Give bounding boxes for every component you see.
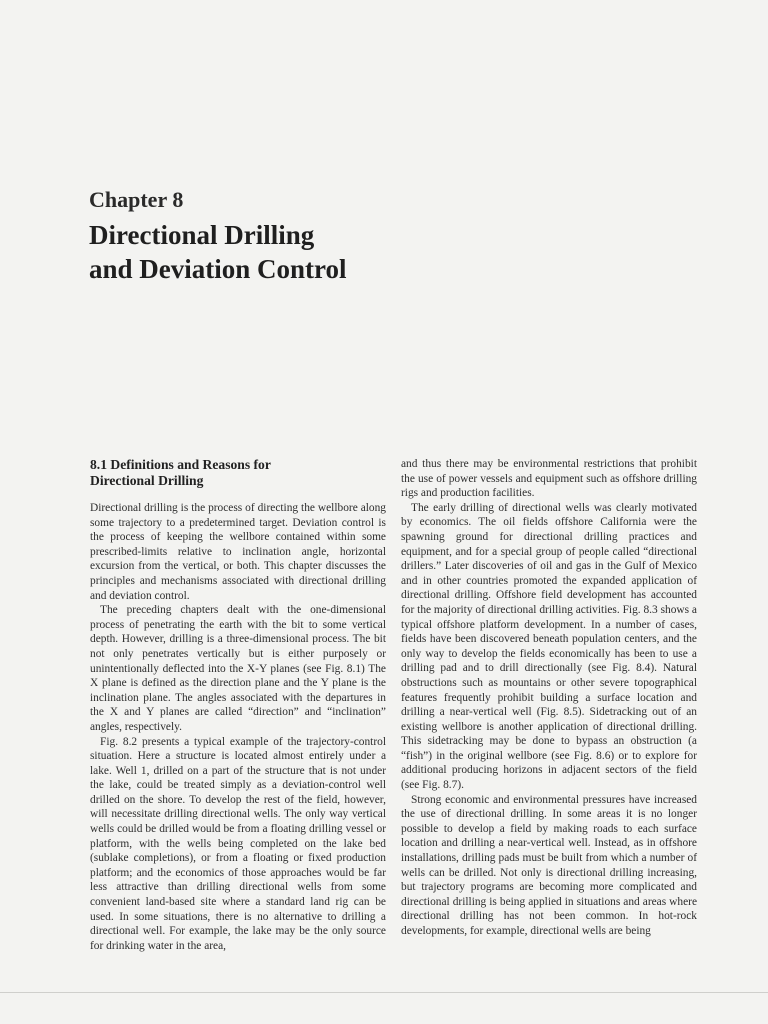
paragraph: Fig. 8.2 presents a typical example of the trajectory-control situation. Here a structure is located almost entirely under a lake. Well 1, drilled on a part of the structure that is not under the lake, could be treated simply as a deviation-control well drilled on the shore. To develop the rest of the field, however, will necessitate drilling directional wells. The only way vertical wells could be drilled would be from a floating drilling vessel or platform, with the wells being completed on the lake bed (sublake completions), or from a floating or fixed production platform; and the economics of those approaches would be far less attractive than drilling directional wells from some convenient land-based site where a standard land rig can be used. In some situations, there is no alternative to drilling a directional well. For example, the lake may be the only source for drinking water in the area,	[90, 735, 386, 952]
chapter-label: Chapter 8	[89, 187, 184, 212]
paragraph: and thus there may be environmental restrictions that prohibit the use of power vessels and equipment such as offshore drilling rigs and production facilities.	[401, 458, 697, 500]
paragraph: The early drilling of directional wells was clearly motivated by economics. The oil fields offshore California were the spawning ground for directional drilling practices and equipment, and for a special group of people called “directional drillers.” Later discoveries of oil and gas in the Gulf of Mexico and in other countries promoted the expanded application of directional drilling. Offshore field development has accounted for the majority of directional drilling activities. Fig. 8.3 shows a typical offshore platform development. In a number of cases, fields have been discovered beneath population centers, and the only way to develop the fields economically has been to use a drilling pad and to drill directionally (see Fig. 8.4). Natural obstructions such as mountains or other severe topographical features frequently prohibit building a surface location and drilling a near-vertical well (Fig. 8.5). Sidetracking out of an existing wellbore is another application of directional drilling. This sidetracking may be done to bypass an obstruction (a “fish”) in the original wellbore (see Fig. 8.6) or to explore for additional producing horizons in adjacent sectors of the field (see Fig. 8.7).	[401, 501, 697, 792]
section-heading	[90, 457, 386, 489]
chapter-title-line-1: Directional Drilling	[89, 220, 315, 250]
left-column	[90, 457, 386, 953]
paragraph: Directional drilling is the process of directing the wellbore along some trajectory to a predetermined target. Deviation control is the process of keeping the wellbore contained within some prescribed-limits relative to inclination angle, horizontal excursion from the vertical, or both. This chapter discusses the principles and mechanisms associated with directional drilling and deviation control.	[90, 502, 386, 602]
chapter-title-line-2: and Deviation Control	[89, 254, 347, 284]
chapter-title	[89, 218, 347, 286]
right-column	[401, 457, 697, 939]
page-bottom-rule	[0, 992, 768, 993]
section-heading-line-2: Directional Drilling	[90, 473, 204, 488]
section-heading-line-1: 8.1 Definitions and Reasons for	[90, 457, 271, 472]
paragraph: The preceding chapters dealt with the one-dimensional process of penetrating the earth with the bit to some vertical depth. However, drilling is a three-dimensional process. The bit not only penetrates vertically but is either purposely or unintentionally deflected into the X-Y planes (see Fig. 8.1) The X plane is defined as the direction plane and the Y plane is the inclination plane. The angles associated with the departures in the X and Y planes are called “direction” and “inclination” angles, respectively.	[90, 604, 386, 733]
paragraph: Strong economic and environmental pressures have increased the use of directional drilling. In some areas it is no longer possible to develop a field by making roads to each surface location and drilling a near-vertical well. Instead, as in offshore installations, drilling pads must be built from which a number of wells can be drilled. Not only is directional drilling increasing, but trajectory programs are becoming more complicated and directional drilling is being applied in situations and areas where directional drilling has not been common. In hot-rock developments, for example, directional wells are being	[401, 793, 697, 937]
